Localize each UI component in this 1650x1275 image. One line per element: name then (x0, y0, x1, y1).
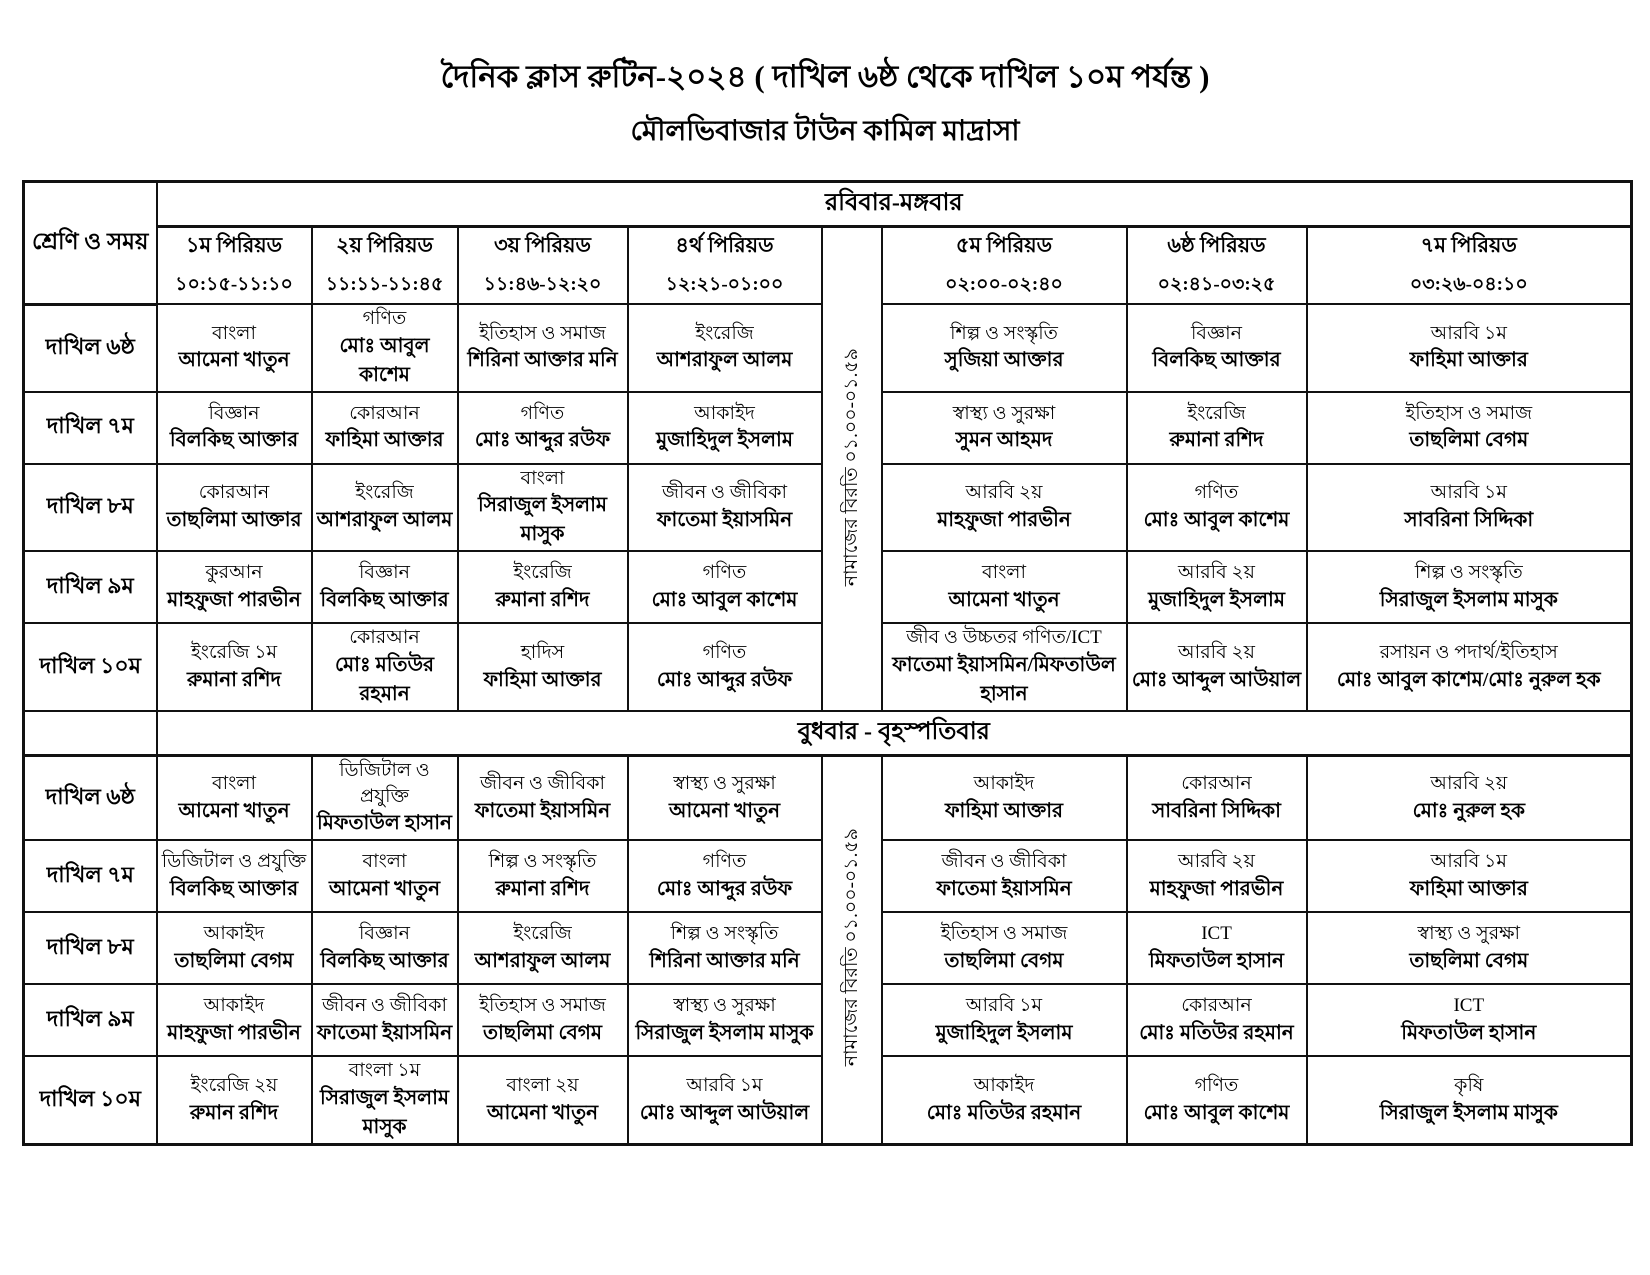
period-cell (1307, 984, 1632, 1056)
teacher: মোঃ আবুল কাশেম (339, 334, 430, 386)
subject: ইংরেজি ২য় (190, 1074, 278, 1096)
period-cell (1127, 464, 1307, 552)
teacher: সাবরিনা সিদ্দিকা (1152, 799, 1281, 822)
subject: জীবন ও জীবিকা (941, 851, 1067, 873)
period-time: ০৩:২৬-০৪:১০ (1409, 274, 1528, 296)
subject: বাংলা (212, 322, 256, 344)
period-cell (628, 840, 822, 912)
subject: আরবি ১ম (965, 995, 1043, 1017)
day-band-row-2 (24, 711, 1632, 756)
teacher: মিফতাউল হাসান (1149, 949, 1284, 972)
period-cell (1127, 623, 1307, 711)
teacher: তাছলিমা বেগম (944, 949, 1064, 972)
teacher: মোঃ আব্দুর রউফ (474, 429, 611, 452)
period-cell (157, 464, 312, 552)
subject: আরবি ২য় (965, 482, 1043, 504)
teacher: সুমন আহমদ (955, 429, 1053, 452)
period-cell (1307, 304, 1632, 392)
subject: ইংরেজি (355, 482, 414, 504)
period-cell (1127, 1056, 1307, 1144)
period-cell (1127, 551, 1307, 623)
teacher: বিলকিছ আক্তার (320, 949, 449, 972)
period-cell (458, 912, 628, 984)
subject: কৃষি (1454, 1074, 1484, 1096)
period-cell (1307, 392, 1632, 464)
period-cell (312, 756, 458, 841)
subject: আরবি ১ম (686, 1074, 763, 1096)
period-cell (882, 551, 1127, 623)
subject: শিল্প ও সংস্কৃতি (1414, 562, 1523, 584)
subject: জীবন ও জীবিকা (661, 482, 788, 504)
period-cell (1307, 756, 1632, 841)
subject: কোরআন (1181, 995, 1252, 1017)
subject: আকাইদ (973, 1074, 1035, 1096)
teacher: মাহফুজা পারভীন (167, 1021, 301, 1044)
period-cell (1307, 1056, 1632, 1144)
period-cell (157, 912, 312, 984)
class-label: দাখিল ৮ম (24, 464, 157, 552)
period-name: ৪র্থ পিরিয়ড (675, 233, 774, 258)
teacher: সিরাজুল ইসলাম মাসুক (1379, 1101, 1558, 1124)
period-cell (312, 392, 458, 464)
period-cell (628, 464, 822, 552)
period-time: ০২:০০-০২:৪০ (945, 274, 1063, 296)
subject: ইংরেজি (513, 562, 572, 584)
teacher: রুমান রশিদ (189, 1101, 279, 1124)
teacher: ফাতেমা ইয়াসমিন/মিফতাউল হাসান (892, 654, 1116, 706)
class-label: দাখিল ৯ম (24, 984, 157, 1056)
period-cell (458, 464, 628, 552)
period-cell (1127, 912, 1307, 984)
teacher: ফাহিমা আক্তার (1409, 877, 1528, 900)
period-cell (1307, 551, 1632, 623)
subject: স্বাস্থ্য ও সুরক্ষা (952, 402, 1056, 424)
period-cell (312, 623, 458, 711)
period-cell (157, 623, 312, 711)
period-cell (157, 304, 312, 392)
teacher: ফাতেমা ইয়াসমিন (474, 799, 611, 822)
class-label: দাখিল ৯ম (24, 551, 157, 623)
period-header-6 (1127, 227, 1307, 305)
period-time: ১২:২১-০১:০০ (665, 274, 784, 296)
subject: গণিত (520, 402, 565, 424)
subject: আরবি ১ম (1430, 482, 1507, 504)
period-cell (312, 551, 458, 623)
teacher: রুমানা রশিদ (1169, 429, 1264, 452)
teacher: মিফতাউল হাসান (1401, 1021, 1537, 1044)
teacher: শিরিনা আক্তার মনি (467, 349, 618, 372)
teacher: মুজাহিদুল ইসলাম (1148, 588, 1285, 611)
subject: ICT (1201, 923, 1232, 945)
teacher: শিরিনা আক্তার মনি (649, 949, 800, 972)
period-cell (882, 304, 1127, 392)
subject: আরবি ২য় (1178, 562, 1255, 584)
period-time: ০২:৪১-০৩:২৫ (1157, 274, 1276, 296)
period-name: ৩য় পিরিয়ড (494, 233, 591, 258)
subject: ইংরেজি (513, 923, 572, 945)
period-cell (628, 304, 822, 392)
period-cell (458, 984, 628, 1056)
teacher: আশরাফুল আলম (316, 508, 453, 531)
day-band-sun-tue: রবিবার-মঙ্গবার (157, 182, 1632, 227)
subject: কোরআন (1181, 772, 1252, 794)
period-cell (882, 392, 1127, 464)
class-label: দাখিল ১০ম (24, 1056, 157, 1144)
period-name: ১ম পিরিয়ড (185, 233, 283, 258)
period-cell (1307, 912, 1632, 984)
subject: শিল্প ও সংস্কৃতি (950, 322, 1058, 344)
subject: রসায়ন ও পদার্থ/ইতিহাস (1379, 641, 1558, 663)
class-label: দাখিল ৭ম (24, 392, 157, 464)
period-cell (157, 551, 312, 623)
period-time: ১১:৪৬-১২:২০ (483, 274, 602, 296)
subject: বিজ্ঞান (358, 923, 411, 945)
teacher: সিরাজুল ইসলাম মাসুক (320, 1087, 449, 1139)
day-band-row-1 (24, 182, 1632, 227)
teacher: আশরাফুল আলম (656, 349, 793, 372)
teacher: ফাতেমা ইয়াসমিন (936, 877, 1072, 900)
page-title: দৈনিক ক্লাস রুটিন-২০২৪ ( দাখিল ৬ষ্ঠ থেকে দাখিল ১০ম পর্যন্ত ) (440, 59, 1210, 94)
subject: আরবি ২য় (1178, 851, 1255, 873)
subject: গণিত (1194, 482, 1239, 504)
period-cell (312, 840, 458, 912)
teacher: সুজিয়া আক্তার (944, 349, 1064, 372)
day-band-wed-thu: বুধবার - বৃহস্পতিবার (157, 711, 1632, 756)
subject: গণিত (702, 641, 747, 663)
teacher: মোঃ আব্দুর রউফ (656, 877, 793, 900)
class-label: দাখিল ৮ম (24, 912, 157, 984)
page-subtitle: মৌলভিবাজার টাউন কামিল মাদ্রাসা (630, 116, 1020, 148)
period-cell (157, 840, 312, 912)
class-label: দাখিল ৬ষ্ঠ (24, 304, 157, 392)
teacher: আমেনা খাতুন (178, 349, 290, 372)
period-cell (628, 984, 822, 1056)
period-cell (882, 1056, 1127, 1144)
teacher: রুমানা রশিদ (495, 588, 590, 611)
period-name: ২য় পিরিয়ড (336, 233, 433, 258)
teacher: রুমানা রশিদ (186, 668, 282, 691)
corner-label: শ্রেণি ও সময় (24, 182, 157, 305)
subject: বাংলা ২য় (506, 1074, 579, 1096)
class-label: দাখিল ৭ম (24, 840, 157, 912)
teacher: তাছলিমা আক্তার (166, 508, 302, 531)
period-cell (157, 1056, 312, 1144)
period-header-2 (312, 227, 458, 305)
subject: ইংরেজি (695, 322, 754, 344)
teacher: মোঃ মতিউর রহমান (926, 1101, 1082, 1124)
period-cell (157, 984, 312, 1056)
subject: ডিজিটাল ও প্রযুক্তি (161, 851, 307, 873)
period-cell (1307, 840, 1632, 912)
period-cell (882, 984, 1127, 1056)
routine-table (22, 180, 1633, 1146)
teacher: বিলকিছ আক্তার (1152, 349, 1281, 372)
teacher: বিলকিছ আক্তার (320, 588, 449, 611)
period-cell (628, 912, 822, 984)
period-cell (1307, 464, 1632, 552)
period-name: ৬ষ্ঠ পিরিয়ড (1167, 233, 1266, 258)
period-cell (1307, 623, 1632, 711)
teacher: তাছলিমা বেগম (174, 949, 294, 972)
subject: শিল্প ও সংস্কৃতি (488, 851, 597, 873)
period-header-1 (157, 227, 312, 305)
teacher: বিলকিছ আক্তার (169, 429, 299, 452)
period-header-3 (458, 227, 628, 305)
subject: হাদিস (520, 641, 565, 663)
teacher: মাহফুজা পারভীন (1149, 877, 1284, 900)
teacher: রুমানা রশিদ (495, 877, 590, 900)
teacher: ফাতেমা ইয়াসমিন (656, 508, 793, 531)
prayer-break-label: নামাজের বিরতি ০১.০০-০১.৫৯ (841, 828, 862, 1067)
teacher: মোঃ আব্দুল আউয়াল (1131, 668, 1302, 691)
teacher: মাহফুজা পারভীন (937, 508, 1071, 531)
subject: বিজ্ঞান (208, 402, 260, 424)
subject: স্বাস্থ্য ও সুরক্ষা (673, 995, 776, 1017)
subject: আকাইদ (203, 995, 265, 1017)
period-cell (1127, 756, 1307, 841)
teacher: সিরাজুল ইসলাম মাসুক (478, 494, 607, 546)
prayer-break-label: নামাজের বিরতি ০১.০০-০১.৫৯ (841, 347, 862, 586)
period-header-row (24, 227, 1632, 305)
teacher: মোঃ নুরুল হক (1412, 799, 1525, 822)
period-cell (1127, 840, 1307, 912)
prayer-break-column-1 (822, 227, 882, 711)
teacher: আমেনা খাতুন (668, 799, 781, 822)
teacher: সাবরিনা সিদ্দিকা (1404, 508, 1534, 531)
period-cell (882, 623, 1127, 711)
teacher: মুজাহিদুল ইসলাম (935, 1021, 1073, 1044)
subject: বাংলা (520, 467, 565, 489)
subject: ইতিহাস ও সমাজ (1405, 402, 1533, 424)
teacher: ফাতেমা ইয়াসমিন (316, 1021, 453, 1044)
period-header-4 (628, 227, 822, 305)
table-row-s2-dakhil-6 (24, 756, 1632, 841)
period-cell (628, 551, 822, 623)
teacher: আমেনা খাতুন (178, 799, 290, 822)
subject: আকাইদ (203, 923, 265, 945)
subject: জীবন ও জীবিকা (321, 995, 448, 1017)
period-cell (458, 1056, 628, 1144)
teacher: ফাহিমা আক্তার (325, 429, 444, 452)
period-cell (458, 551, 628, 623)
subject: কুরআন (205, 562, 263, 584)
teacher: আমেনা খাতুন (486, 1101, 599, 1124)
subject: শিল্প ও সংস্কৃতি (670, 923, 779, 945)
subject: ইংরেজি (1187, 402, 1246, 424)
period-cell (458, 392, 628, 464)
period-cell (458, 840, 628, 912)
period-cell (458, 304, 628, 392)
subject: ইতিহাস ও সমাজ (479, 322, 606, 344)
class-label: দাখিল ৬ষ্ঠ (24, 756, 157, 841)
teacher: মোঃ মতিউর রহমান (1139, 1021, 1294, 1044)
subject: ইতিহাস ও সমাজ (940, 923, 1068, 945)
teacher: তাছলিমা বেগম (483, 1021, 602, 1044)
subject: জীব ও উচ্চতর গণিত/ICT (906, 627, 1102, 649)
period-name: ৭ম পিরিয়ড (1420, 233, 1517, 258)
teacher: মুজাহিদুল ইসলাম (656, 429, 793, 452)
teacher: মোঃ আব্দুল আউয়াল (639, 1101, 810, 1124)
teacher: সিরাজুল ইসলাম মাসুক (1379, 588, 1558, 611)
period-cell (882, 912, 1127, 984)
teacher: মোঃ আবুল কাশেম (651, 588, 798, 611)
subject: ইতিহাস ও সমাজ (479, 995, 606, 1017)
empty-corner-cell (24, 711, 157, 756)
subject: স্বাস্থ্য ও সুরক্ষা (673, 772, 776, 794)
class-label: দাখিল ১০ম (24, 623, 157, 711)
subject: স্বাস্থ্য ও সুরক্ষা (1417, 923, 1521, 945)
teacher: ফাহিমা আক্তার (1409, 349, 1528, 372)
teacher: মাহফুজা পারভীন (167, 588, 301, 611)
period-cell (1127, 304, 1307, 392)
subject: গণিত (702, 562, 747, 584)
period-cell (458, 623, 628, 711)
subject: জীবন ও জীবিকা (479, 772, 606, 794)
teacher: মিফতাউল হাসান (317, 812, 452, 835)
period-cell (628, 392, 822, 464)
period-time: ১১:১১-১১:৪৫ (325, 274, 444, 296)
teacher: মোঃ আবুল কাশেম (1143, 508, 1290, 531)
subject: গণিত (362, 308, 407, 330)
teacher: ফাহিমা আক্তার (944, 799, 1064, 822)
teacher: ফাহিমা আক্তার (483, 668, 602, 691)
teacher: মোঃ আব্দুর রউফ (656, 668, 793, 691)
subject: আরবি ১ম (1430, 851, 1507, 873)
subject: বাংলা ১ম (348, 1060, 421, 1082)
period-cell (882, 464, 1127, 552)
teacher: সিরাজুল ইসলাম মাসুক (635, 1021, 814, 1044)
subject: বাংলা (982, 562, 1026, 584)
period-cell (312, 304, 458, 392)
subject: আরবি ২য় (1178, 641, 1255, 663)
subject: বিজ্ঞান (1190, 322, 1243, 344)
subject: ICT (1453, 995, 1485, 1017)
period-cell (312, 984, 458, 1056)
subject: বাংলা (362, 851, 407, 873)
period-cell (628, 1056, 822, 1144)
period-header-5 (882, 227, 1127, 305)
teacher: আমেনা খাতুন (328, 877, 441, 900)
subject: আরবি ১ম (1430, 322, 1507, 344)
subject: কোরআন (349, 627, 420, 649)
period-cell (1127, 392, 1307, 464)
subject: বাংলা (212, 772, 256, 794)
period-time: ১০:১৫-১১:১০ (175, 274, 293, 296)
period-cell (312, 912, 458, 984)
period-cell (458, 756, 628, 841)
subject: বিজ্ঞান (358, 562, 411, 584)
teacher: আমেনা খাতুন (948, 588, 1060, 611)
period-cell (157, 756, 312, 841)
subject: আরবি ২য় (1430, 772, 1508, 794)
teacher: আশরাফুল আলম (474, 949, 611, 972)
teacher: মোঃ আবুল কাশেম (1143, 1101, 1290, 1124)
period-cell (882, 756, 1127, 841)
teacher: তাছলিমা বেগম (1409, 429, 1529, 452)
period-cell (628, 623, 822, 711)
subject: কোরআন (349, 402, 420, 424)
subject: আকাইদ (694, 402, 755, 424)
period-cell (157, 392, 312, 464)
period-cell (882, 840, 1127, 912)
prayer-break-column-2 (822, 756, 882, 1145)
teacher: মোঃ মতিউর রহমান (334, 654, 435, 706)
period-cell (312, 464, 458, 552)
subject: আকাইদ (973, 772, 1035, 794)
subject: ডিজিটাল ও প্রযুক্তি (339, 760, 430, 807)
teacher: তাছলিমা বেগম (1409, 949, 1529, 972)
period-cell (1127, 984, 1307, 1056)
subject: কোরআন (198, 482, 270, 504)
period-cell (312, 1056, 458, 1144)
period-name: ৫ম পিরিয়ড (955, 233, 1053, 258)
subject: ইংরেজি ১ম (190, 641, 278, 663)
subject: গণিত (1194, 1074, 1239, 1096)
period-header-7 (1307, 227, 1632, 305)
teacher: মোঃ আবুল কাশেম/মোঃ নুরুল হক (1336, 668, 1601, 691)
teacher: বিলকিছ আক্তার (169, 877, 299, 900)
subject: গণিত (702, 851, 747, 873)
period-cell (628, 756, 822, 841)
